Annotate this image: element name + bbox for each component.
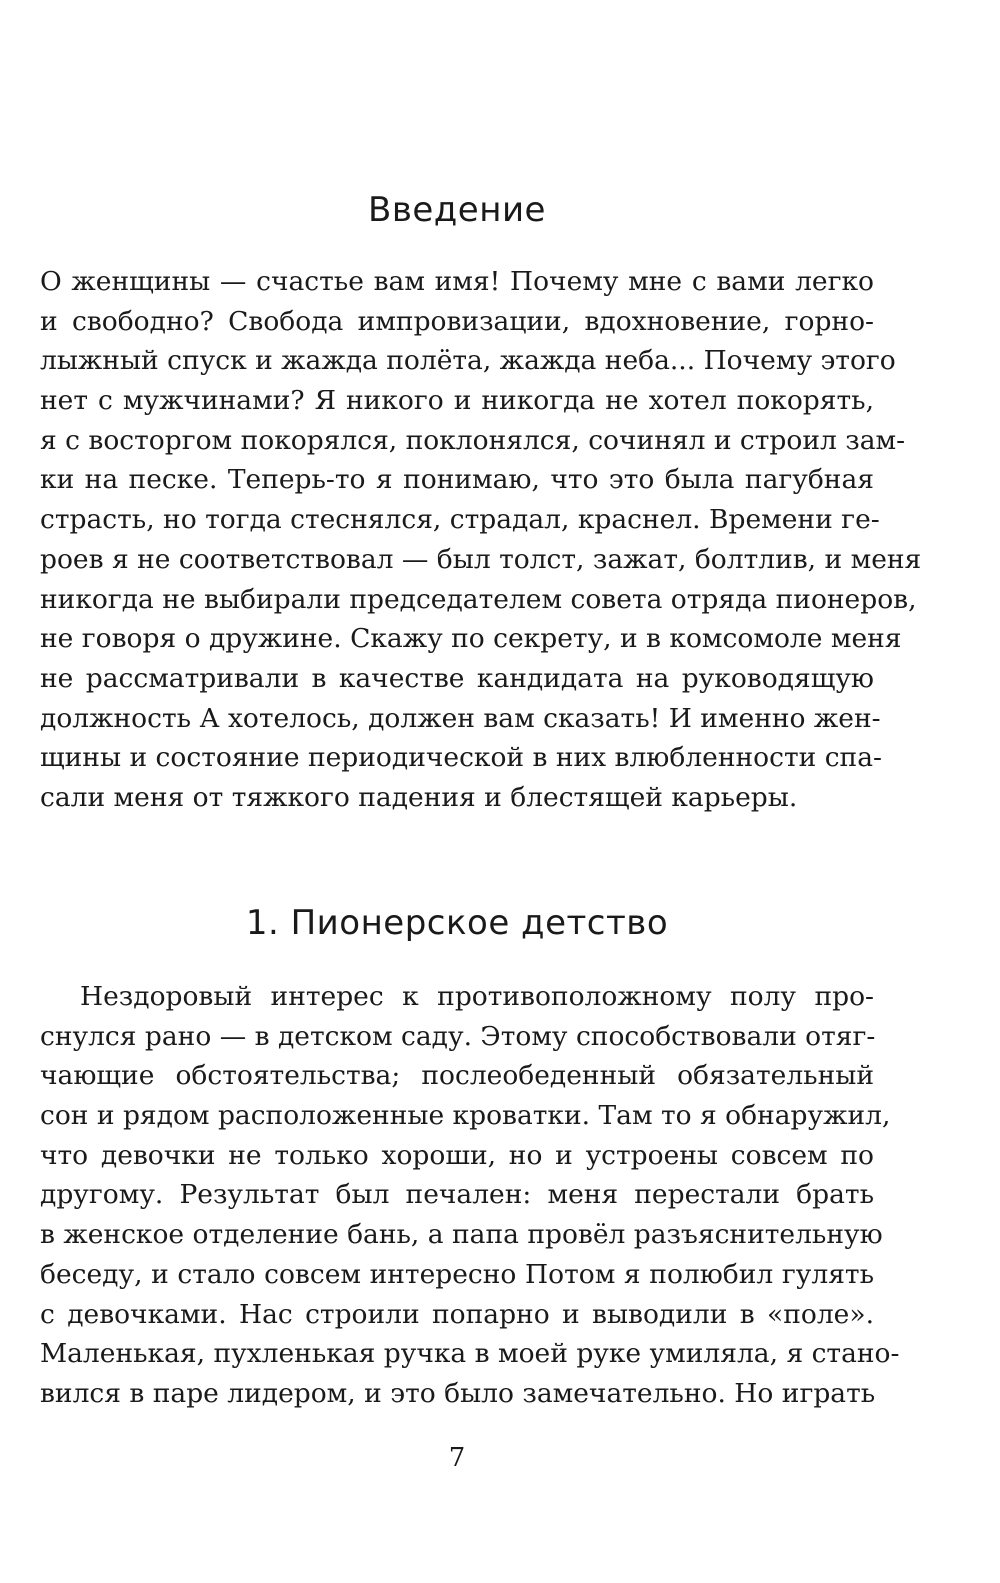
chapter-line: вился в паре лидером, и это было замечательно. Но играть — [40, 1377, 876, 1409]
chapter-line: с девочками. Нас строили попарно и выводили в «поле». — [40, 1298, 874, 1330]
intro-line: никогда не выбирали председателем совета отряда пионеров, — [40, 583, 917, 615]
intro-line: и свободно? Свобода импровизации, вдохновение, горно- — [40, 305, 874, 337]
intro-line: щины и состояние периодической в них влюбленности спа- — [40, 742, 882, 774]
chapter-line: в женское отделение бань, а папа провёл разъяснительную — [40, 1219, 883, 1251]
chapter-line: чающие обстоятельства; послеобеденный обязательный — [40, 1060, 874, 1092]
chapter-line: беседу, и стало совсем интересно Потом я полюбил гулять — [40, 1258, 874, 1290]
intro-line: ки на песке. Теперь-то я понимаю, что это была пагубная — [40, 464, 874, 496]
book-page — [40, 0, 922, 1583]
intro-line: роев я не соответствовал — был толст, зажат, болтлив, и меня — [40, 543, 922, 575]
intro-line: сали меня от тяжкого падения и блестящей карьеры. — [40, 781, 798, 813]
intro-line: я с восторгом покорялся, поклонялся, сочинял и строил зам- — [40, 424, 906, 456]
intro-line: нет с мужчинами? Я никого и никогда не хотел покорять, — [40, 385, 874, 417]
intro-heading: Введение — [368, 190, 546, 230]
intro-line: не рассматривали в качестве кандидата на руководящую — [40, 662, 874, 694]
chapter-line: Маленькая, пухленькая ручка в моей руке умиляла, я стано- — [40, 1338, 900, 1370]
chapter-line: снулся рано — в детском саду. Этому способствовали отяг- — [40, 1020, 876, 1052]
chapter-paragraph — [40, 977, 900, 1414]
intro-line: должность А хотелось, должен вам сказать! И именно жен- — [40, 702, 881, 734]
chapter-heading: 1. Пионерское детство — [245, 903, 669, 943]
chapter-line: сон и рядом расположенные кроватки. Там то я обнаружил, — [40, 1100, 891, 1132]
page-number: 7 — [448, 1443, 466, 1473]
intro-line: не говоря о дружине. Скажу по секрету, и в комсомоле меня — [40, 623, 902, 655]
chapter-line: что девочки не только хороши, но и устроены совсем по — [40, 1139, 874, 1171]
intro-line: страсть, но тогда стеснялся, страдал, краснел. Времени ге- — [40, 504, 880, 536]
intro-line: О женщины — счастье вам имя! Почему мне с вами легко — [40, 266, 874, 297]
intro-paragraph — [40, 262, 922, 818]
chapter-line: Нездоровый интерес к противоположному полу про- — [80, 981, 874, 1012]
chapter-line: другому. Результат был печален: меня перестали брать — [40, 1179, 874, 1211]
intro-line: лыжный спуск и жажда полёта, жажда неба... Почему этого — [40, 345, 896, 377]
